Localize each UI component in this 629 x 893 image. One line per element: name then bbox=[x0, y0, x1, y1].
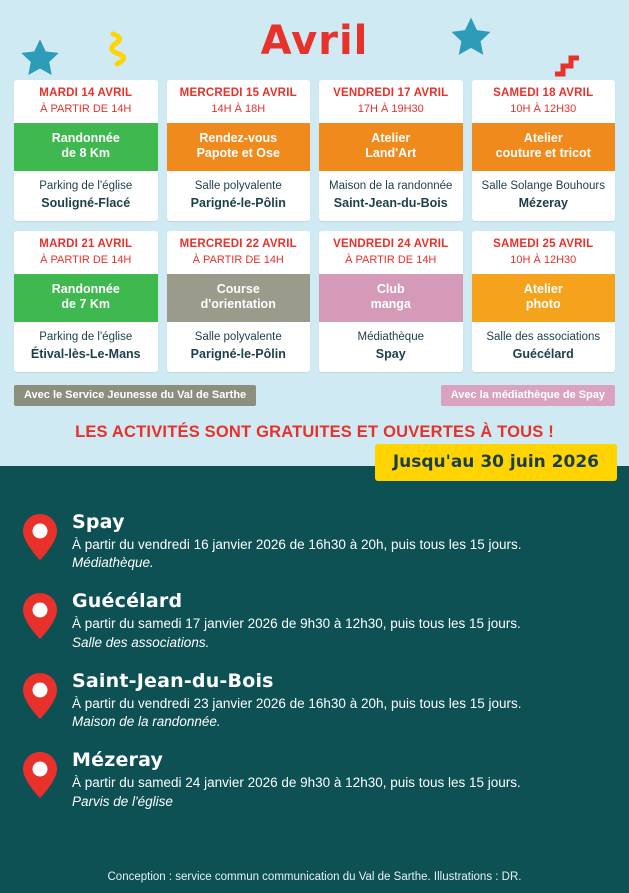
tag-mediatheque-spay: Avec la médiathèque de Spay bbox=[441, 385, 615, 406]
event-hours: 17H À 19H30 bbox=[357, 103, 424, 116]
location-venue: Médiathèque. bbox=[72, 555, 154, 571]
location-venue: Maison de la randonnée. bbox=[72, 714, 221, 730]
event-header bbox=[472, 80, 616, 123]
event-hours: 14H À 18H bbox=[211, 103, 266, 116]
event-venue: Salle Solange Bouhours bbox=[481, 179, 605, 192]
location-city: Saint-Jean-du-Bois bbox=[72, 669, 274, 692]
location-schedule: À partir du samedi 17 janvier 2026 de 9h30 à 12h30, puis tous les 15 jours. bbox=[72, 616, 521, 632]
event-activity-line1: Club bbox=[376, 281, 405, 296]
calendar-row-1 bbox=[14, 80, 615, 221]
location-venue: Salle des associations. bbox=[72, 634, 210, 650]
event-activity-line2: manga bbox=[370, 297, 411, 312]
event-location bbox=[472, 171, 616, 221]
free-notice: LES ACTIVITÉS SONT GRATUITES ET OUVERTES À TOUS ! bbox=[75, 423, 554, 442]
event-header bbox=[14, 80, 158, 123]
event-activity bbox=[167, 274, 311, 322]
event-card[interactable] bbox=[319, 231, 463, 372]
event-activity-line1: Randonnée bbox=[51, 281, 120, 296]
event-card[interactable] bbox=[319, 80, 463, 221]
event-activity-line2: de 7 Km bbox=[61, 297, 111, 312]
event-activity-line2: couture et tricot bbox=[495, 146, 591, 161]
partner-tags bbox=[14, 385, 615, 407]
event-location bbox=[319, 322, 463, 372]
event-header bbox=[319, 80, 463, 123]
event-date: MERCREDI 15 AVRIL bbox=[179, 87, 297, 99]
event-card[interactable] bbox=[167, 231, 311, 372]
page-title: Avril bbox=[260, 18, 369, 64]
event-location bbox=[167, 171, 311, 221]
star-icon-right bbox=[448, 14, 494, 65]
event-activity bbox=[472, 274, 616, 322]
event-hours: À PARTIR DE 14H bbox=[40, 103, 132, 116]
event-hours: À PARTIR DE 14H bbox=[192, 254, 284, 267]
event-hours: 10H À 12H30 bbox=[510, 103, 577, 116]
tag-service-jeunesse: Avec le Service Jeunesse du Val de Sarthe bbox=[14, 385, 256, 406]
event-header bbox=[472, 231, 616, 274]
list-item[interactable] bbox=[18, 748, 611, 808]
list-item[interactable] bbox=[18, 669, 611, 729]
list-item[interactable] bbox=[18, 589, 611, 649]
event-header bbox=[319, 231, 463, 274]
event-card[interactable] bbox=[472, 80, 616, 221]
event-activity bbox=[319, 274, 463, 322]
event-date: MERCREDI 22 AVRIL bbox=[179, 238, 297, 251]
credit-line: Conception : service commun communication du Val de Sarthe. Illustrations : DR. bbox=[107, 871, 522, 883]
location-details bbox=[72, 669, 611, 729]
event-card[interactable] bbox=[14, 231, 158, 372]
event-venue: Salle polyvalente bbox=[194, 179, 282, 192]
event-card[interactable] bbox=[14, 80, 158, 221]
event-date: SAMEDI 18 AVRIL bbox=[493, 87, 594, 99]
star-icon-left bbox=[18, 36, 62, 85]
map-pin-icon bbox=[18, 591, 62, 646]
event-location bbox=[14, 322, 158, 372]
list-item[interactable] bbox=[18, 510, 611, 570]
event-place: Parigné-le-Pôlin bbox=[190, 347, 286, 362]
location-city: Mézeray bbox=[72, 749, 164, 772]
event-location bbox=[167, 322, 311, 372]
calendar-row-2 bbox=[14, 231, 615, 372]
squiggle-icon bbox=[105, 30, 135, 75]
event-activity bbox=[14, 123, 158, 171]
locations-list bbox=[18, 510, 611, 809]
event-hours: À PARTIR DE 14H bbox=[345, 254, 437, 267]
event-date: VENDREDI 17 AVRIL bbox=[333, 87, 449, 99]
event-date: VENDREDI 24 AVRIL bbox=[333, 238, 449, 251]
event-venue: Médiathèque bbox=[357, 330, 424, 343]
event-venue: Salle polyvalente bbox=[194, 330, 282, 343]
location-details bbox=[72, 748, 611, 808]
map-pin-icon bbox=[18, 512, 62, 567]
event-date: MARDI 21 AVRIL bbox=[39, 238, 133, 251]
event-header bbox=[167, 80, 311, 123]
location-details bbox=[72, 510, 611, 570]
event-hours: À PARTIR DE 14H bbox=[40, 254, 132, 267]
location-venue: Parvis de l'église bbox=[72, 793, 173, 809]
event-activity bbox=[14, 274, 158, 322]
event-location bbox=[472, 322, 616, 372]
validity-badge: Jusqu'au 30 juin 2026 bbox=[375, 444, 617, 481]
event-activity-line1: Atelier bbox=[371, 130, 411, 145]
event-venue: Maison de la randonnée bbox=[329, 179, 453, 192]
event-activity-line2: photo bbox=[525, 297, 561, 312]
event-place: Parigné-le-Pôlin bbox=[190, 196, 286, 211]
event-activity-line2: d'orientation bbox=[200, 297, 276, 312]
location-city: Spay bbox=[72, 511, 125, 533]
event-card[interactable] bbox=[167, 80, 311, 221]
event-activity-line1: Course bbox=[216, 281, 260, 296]
event-venue: Salle des associations bbox=[486, 330, 601, 343]
event-location bbox=[319, 171, 463, 221]
event-activity-line1: Atelier bbox=[523, 281, 563, 296]
event-venue: Parking de l'église bbox=[39, 330, 133, 343]
event-activity-line2: Papote et Ose bbox=[196, 146, 280, 161]
event-place: Mézeray bbox=[518, 196, 568, 211]
locations-section bbox=[0, 452, 629, 893]
map-pin-icon bbox=[18, 671, 62, 726]
location-schedule: À partir du samedi 24 janvier 2026 de 9h30 à 12h30, puis tous les 15 jours. bbox=[72, 775, 521, 791]
event-date: MARDI 14 AVRIL bbox=[39, 87, 133, 99]
event-place: Spay bbox=[375, 347, 406, 362]
event-activity-line2: Land'Art bbox=[365, 146, 417, 161]
event-place: Saint-Jean-du-Bois bbox=[333, 196, 448, 211]
event-date: SAMEDI 25 AVRIL bbox=[493, 238, 594, 251]
event-hours: 10H À 12H30 bbox=[510, 254, 577, 267]
event-activity bbox=[472, 123, 616, 171]
event-header bbox=[167, 231, 311, 274]
event-header bbox=[14, 231, 158, 274]
event-card[interactable] bbox=[472, 231, 616, 372]
event-activity-line1: Rendez-vous bbox=[199, 130, 278, 145]
location-schedule: À partir du vendredi 16 janvier 2026 de 16h30 à 20h, puis tous les 15 jours. bbox=[72, 536, 522, 552]
event-venue: Parking de l'église bbox=[39, 179, 133, 192]
event-activity-line2: de 8 Km bbox=[61, 146, 111, 161]
location-schedule: À partir du vendredi 23 janvier 2026 de 16h30 à 20h, puis tous les 15 jours. bbox=[72, 695, 522, 711]
map-pin-icon bbox=[18, 750, 62, 805]
location-city: Guécélard bbox=[72, 590, 183, 613]
event-place: Étival-lès-Le-Mans bbox=[30, 347, 141, 362]
event-location bbox=[14, 171, 158, 221]
location-details bbox=[72, 589, 611, 649]
event-activity bbox=[167, 123, 311, 171]
event-place: Souligné-Flacé bbox=[41, 196, 131, 211]
event-place: Guécélard bbox=[512, 347, 574, 362]
event-activity bbox=[319, 123, 463, 171]
steps-icon bbox=[552, 48, 582, 83]
event-activity-line1: Atelier bbox=[523, 130, 563, 145]
event-activity-line1: Randonnée bbox=[51, 130, 120, 145]
